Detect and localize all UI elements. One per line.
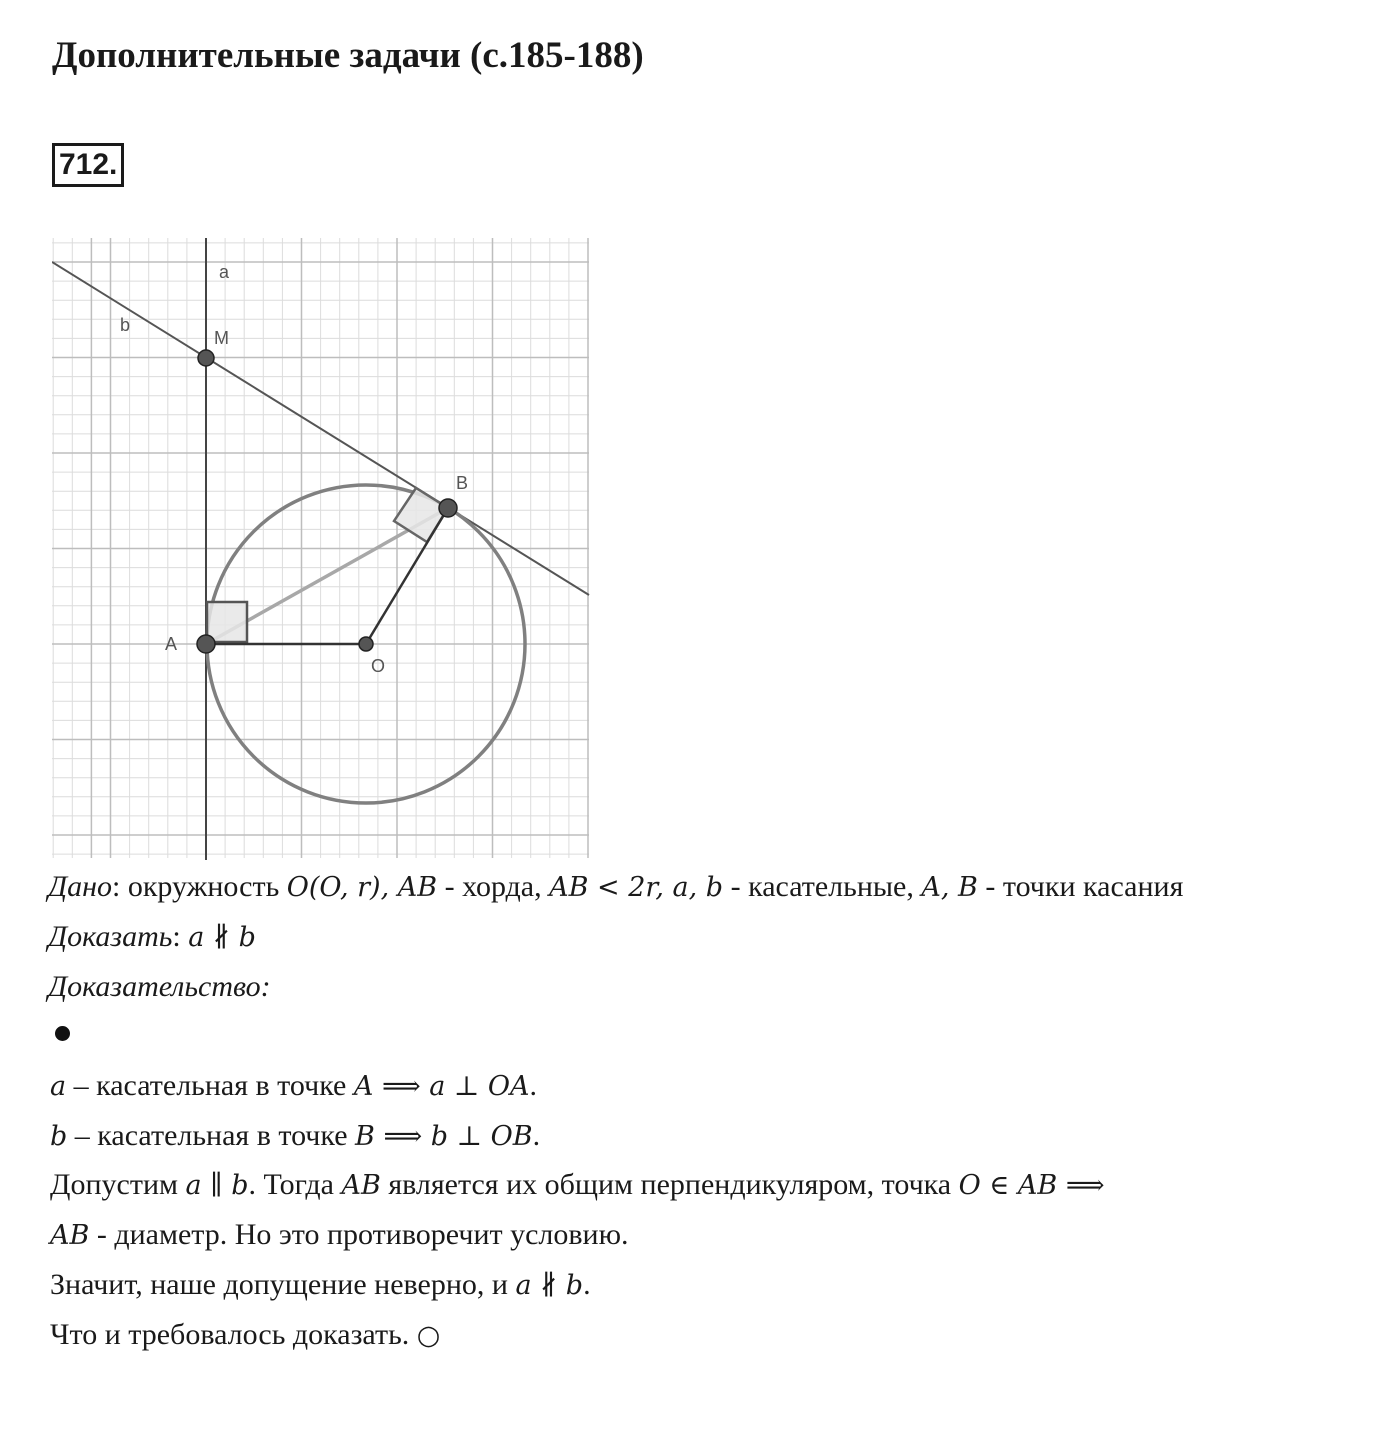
- proof-line-3: Допустим a ∥ b. Тогда AB является их общим перпендикуляром, точка O ∈ AB ⟹: [50, 1168, 1105, 1201]
- prove-label: Доказать: [48, 920, 173, 953]
- math: AB < 2r, a, b: [549, 872, 724, 903]
- label-a: A: [165, 634, 178, 654]
- point-b: [439, 499, 457, 517]
- point-m: [198, 350, 214, 366]
- proof-line-1: a – касательная в точке A ⟹ a ⊥ OA.: [50, 1069, 538, 1102]
- bullet-icon: [55, 1026, 70, 1041]
- label-o: O: [371, 656, 386, 676]
- problem-number: 712.: [52, 143, 124, 187]
- proof-label: Доказательство:: [48, 970, 271, 1003]
- proof-line-6: Что и требовалось доказать. ○: [50, 1318, 441, 1351]
- proof-line-2: b – касательная в точке B ⟹ b ⊥ OB.: [50, 1119, 541, 1152]
- given-line: Дано: окружность O(O, r), AB - хорда, AB < 2r, a, b - касательные, A, B - точки касания: [48, 870, 1184, 903]
- given-label: Дано: [48, 870, 112, 903]
- label-a-line: a: [219, 262, 230, 282]
- math: A, B: [921, 872, 978, 903]
- proof-line-4: AB - диаметр. Но это противоречит условию.: [50, 1218, 629, 1251]
- point-a: [197, 635, 215, 653]
- label-b: B: [456, 473, 469, 493]
- right-angle-marker-a: [207, 602, 247, 642]
- page-title: Дополнительные задачи (с.185-188): [52, 35, 644, 76]
- label-b-line: b: [120, 315, 131, 335]
- proof-line-5: Значит, наше допущение неверно, и a ∦ b.: [50, 1268, 591, 1301]
- point-o: [359, 637, 373, 651]
- geometry-figure: [52, 238, 592, 860]
- qed-icon: ○: [416, 1320, 441, 1351]
- math: O(O, r), AB: [286, 872, 438, 903]
- math: a ∦ b: [188, 922, 256, 953]
- prove-line: Доказать: a ∦ b: [48, 920, 256, 953]
- label-m: M: [214, 328, 229, 348]
